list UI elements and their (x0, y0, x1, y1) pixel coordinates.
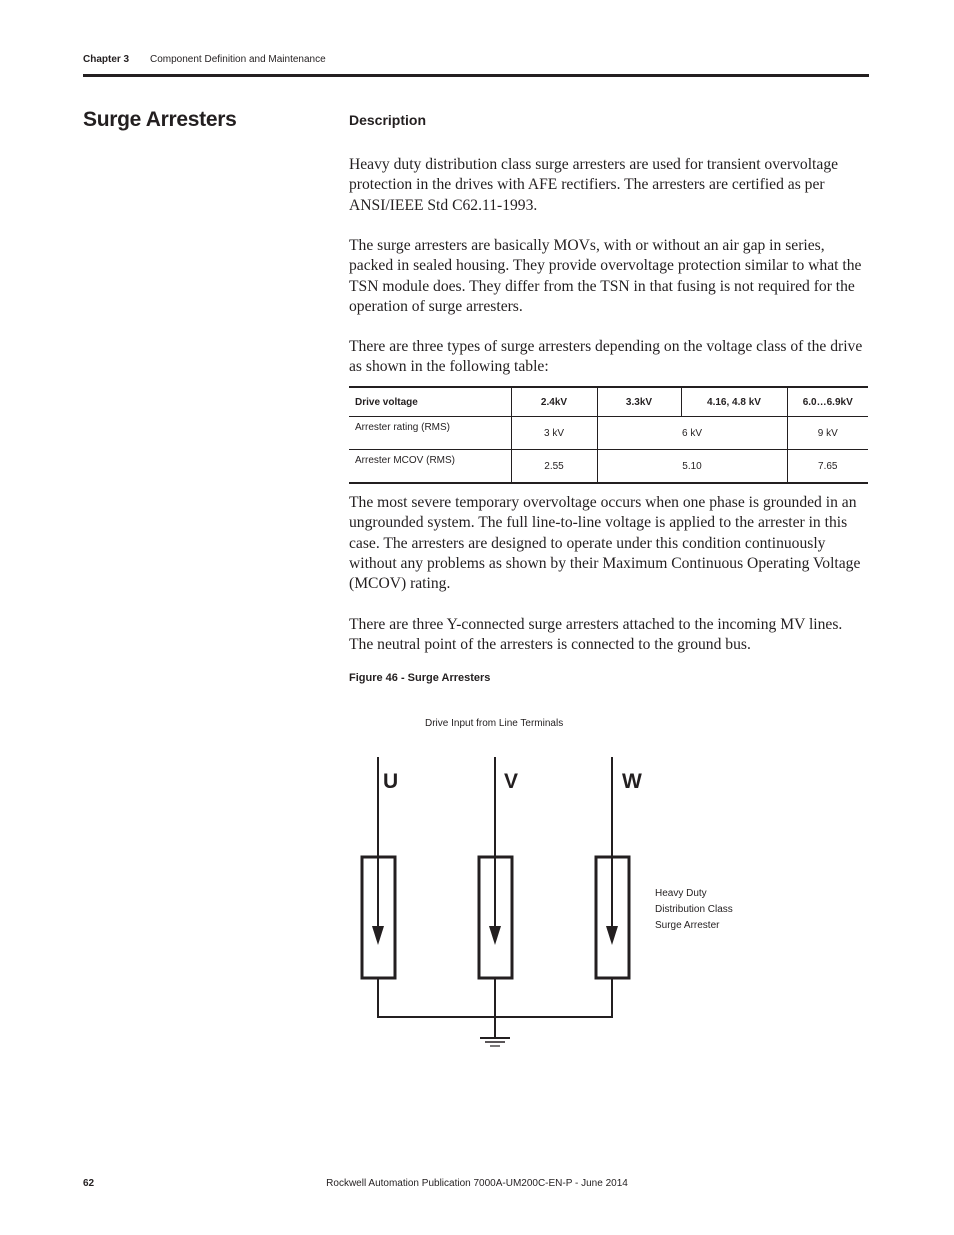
arrester-callout-line: Surge Arrester (655, 920, 720, 931)
table-header-cell: 6.0…6.9kV (787, 387, 868, 417)
section-title: Surge Arresters (83, 108, 237, 131)
table-header-cell: 2.4kV (511, 387, 597, 417)
table-header-cell: 3.3kV (597, 387, 681, 417)
chapter-label: Chapter 3 (83, 54, 130, 65)
table-cell: 2.55 (511, 450, 597, 484)
table-cell: 9 kV (787, 417, 868, 450)
table-row-label: Arrester MCOV (RMS) (349, 450, 511, 484)
phase-u-label: U (383, 770, 399, 793)
arrester-callout-line: Distribution Class (655, 904, 733, 915)
table-cell: 7.65 (787, 450, 868, 484)
table-header-cell: Drive voltage (349, 387, 511, 417)
figure-caption: Figure 46 - Surge Arresters (349, 672, 491, 684)
arrester-callout-line: Heavy Duty (655, 888, 707, 899)
phase-v-label: V (504, 770, 519, 793)
paragraph-intro: Heavy duty distribution class surge arresters are used for transient overvoltage protection in the drives with AFE rectifiers. The arresters are certified as per ANSI/IEEE Std C62.11-1993. (349, 156, 839, 214)
ground-icon (480, 1038, 510, 1046)
subsection-title: Description (349, 112, 427, 128)
publication-info: Rockwell Automation Publication 7000A-UM200C-EN-P - June 2014 (326, 1178, 628, 1189)
paragraph-types: There are three types of surge arresters depending on the voltage class of the drive as shown in the following table: (349, 338, 863, 376)
table-header-cell: 4.16, 4.8 kV (681, 387, 787, 417)
arrow-w-icon (606, 926, 618, 945)
table-row-label: Arrester rating (RMS) (349, 417, 511, 450)
table-cell: 6 kV (597, 417, 787, 450)
page-number: 62 (83, 1178, 95, 1189)
table-cell: 3 kV (511, 417, 597, 450)
phase-w-label: W (622, 770, 642, 793)
table-cell: 5.10 (597, 450, 787, 484)
chapter-title: Component Definition and Maintenance (150, 54, 326, 65)
paragraph-y-connected: There are three Y-connected surge arresters attached to the incoming MV lines. The neutral point of the arresters is connected to the ground bus. (349, 616, 843, 654)
paragraph-overvoltage: The most severe temporary overvoltage occurs when one phase is grounded in an ungrounded system. The full line-to-line voltage is applied to the arrester in this case. The arresters are designed to operate under this condition continuously without any problems as shown by their Maximum Continuous Operating Voltage (MCOV) rating. (349, 494, 861, 593)
arrester-callout (655, 886, 733, 934)
arrow-u-icon (372, 926, 384, 945)
figure-input-label: Drive Input from Line Terminals (425, 718, 564, 729)
arrow-v-icon (489, 926, 501, 945)
paragraph-movs: The surge arresters are basically MOVs, with or without an air gap in series, packed in sealed housing. They provide overvoltage protection similar to what the TSN module does. They differ from the TSN in that fusing is not required for the operation of surge arresters. (349, 237, 862, 315)
